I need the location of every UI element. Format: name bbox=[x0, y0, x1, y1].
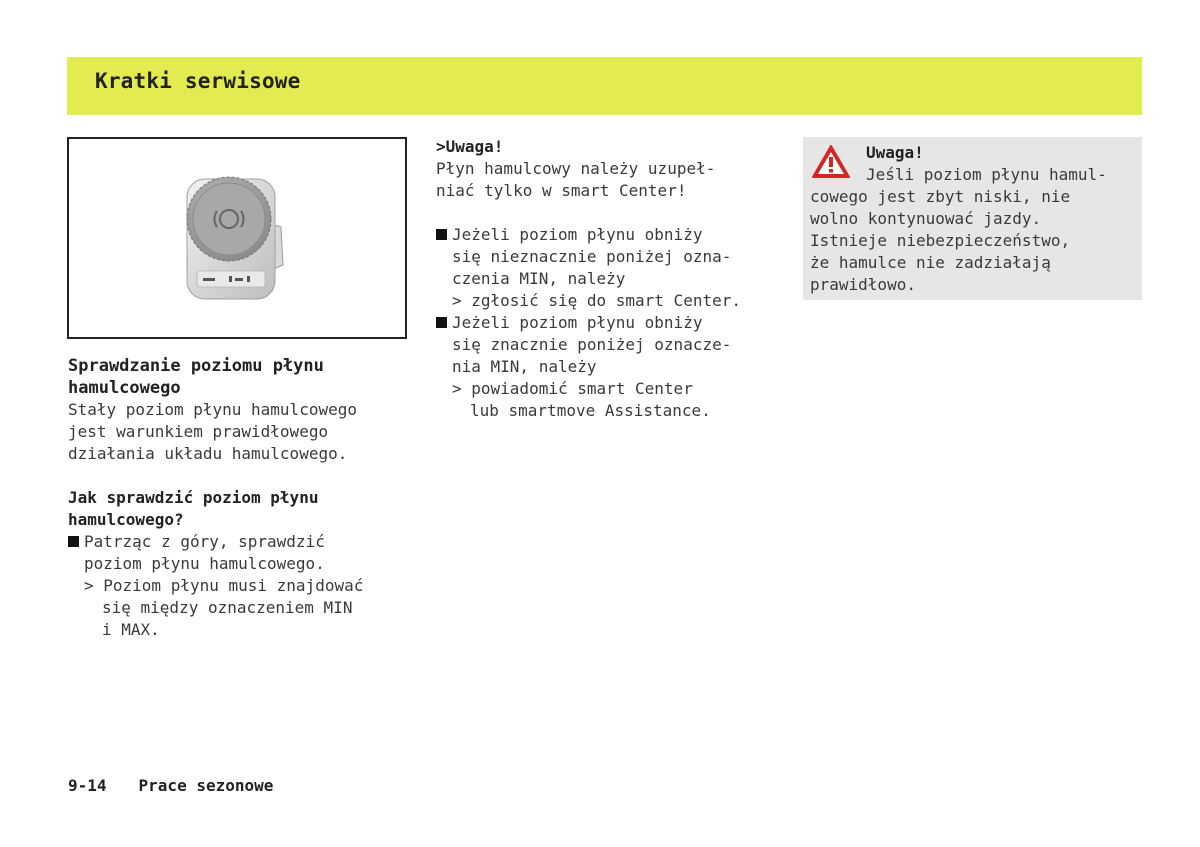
note-title: >Uwaga! bbox=[436, 137, 504, 156]
warning-line: cowego jest zbyt niski, nie bbox=[810, 187, 1071, 206]
bullet-item-cont: się znacznie poniżej oznacze- bbox=[452, 335, 732, 354]
bullet-item: Jeżeli poziom płynu obniży bbox=[436, 224, 741, 246]
section-header-bar bbox=[67, 57, 1142, 115]
note-text: niać tylko w smart Center! bbox=[436, 181, 687, 200]
bullet-item-cont: się nieznacznie poniżej ozna- bbox=[452, 247, 732, 266]
brake-fluid-reservoir-image bbox=[69, 139, 405, 337]
result-line: lub smartmove Assistance. bbox=[470, 401, 711, 420]
bullet-item: Patrząc z góry, sprawdzić bbox=[68, 531, 363, 553]
result-line: > zgłosić się do smart Center. bbox=[452, 291, 741, 310]
warning-line: że hamulce nie zadziałają bbox=[810, 253, 1051, 272]
heading-how-to-check-cont: hamulcowego? bbox=[68, 510, 184, 529]
bullet-square-icon bbox=[436, 229, 447, 240]
section-title: Kratki serwisowe bbox=[95, 69, 301, 93]
result-line: > Poziom płynu musi znajdować bbox=[84, 576, 364, 595]
left-column bbox=[68, 355, 363, 641]
heading-check-level: Sprawdzanie poziomu płynu bbox=[68, 356, 324, 376]
result-line: się między oznaczeniem MIN bbox=[102, 598, 353, 617]
warning-line: prawidłowo. bbox=[810, 275, 916, 294]
bullet-square-icon bbox=[436, 317, 447, 328]
result-line: > powiadomić smart Center bbox=[452, 379, 693, 398]
paragraph-line: Stały poziom płynu hamulcowego bbox=[68, 400, 357, 419]
page-footer bbox=[68, 776, 305, 795]
reservoir-photo bbox=[67, 137, 407, 339]
bullet-item-cont: czenia MIN, należy bbox=[452, 269, 626, 288]
middle-column bbox=[436, 136, 741, 422]
heading-check-level-cont: hamulcowego bbox=[68, 378, 181, 398]
bullet-item-cont: poziom płynu hamulcowego. bbox=[84, 554, 325, 573]
warning-line: Jeśli poziom płynu hamul- bbox=[866, 165, 1107, 184]
note-text: Płyn hamulcowy należy uzupeł- bbox=[436, 159, 716, 178]
warning-line: wolno kontynuować jazdy. bbox=[810, 209, 1042, 228]
result-line: i MAX. bbox=[102, 620, 160, 639]
warning-box bbox=[803, 137, 1142, 300]
footer-section-title: Prace sezonowe bbox=[138, 776, 274, 795]
warning-line: Istnieje niebezpieczeństwo, bbox=[810, 231, 1071, 250]
paragraph-line: jest warunkiem prawidłowego bbox=[68, 422, 329, 441]
warning-text bbox=[810, 142, 1107, 296]
bullet-square-icon bbox=[68, 536, 79, 547]
paragraph-line: działania układu hamulcowego. bbox=[68, 444, 348, 463]
bullet-item-cont: nia MIN, należy bbox=[452, 357, 597, 376]
page-number: 9-14 bbox=[68, 776, 107, 795]
heading-how-to-check: Jak sprawdzić poziom płynu bbox=[68, 488, 319, 507]
warning-title: Uwaga! bbox=[866, 143, 924, 162]
bullet-item: Jeżeli poziom płynu obniży bbox=[436, 312, 741, 334]
